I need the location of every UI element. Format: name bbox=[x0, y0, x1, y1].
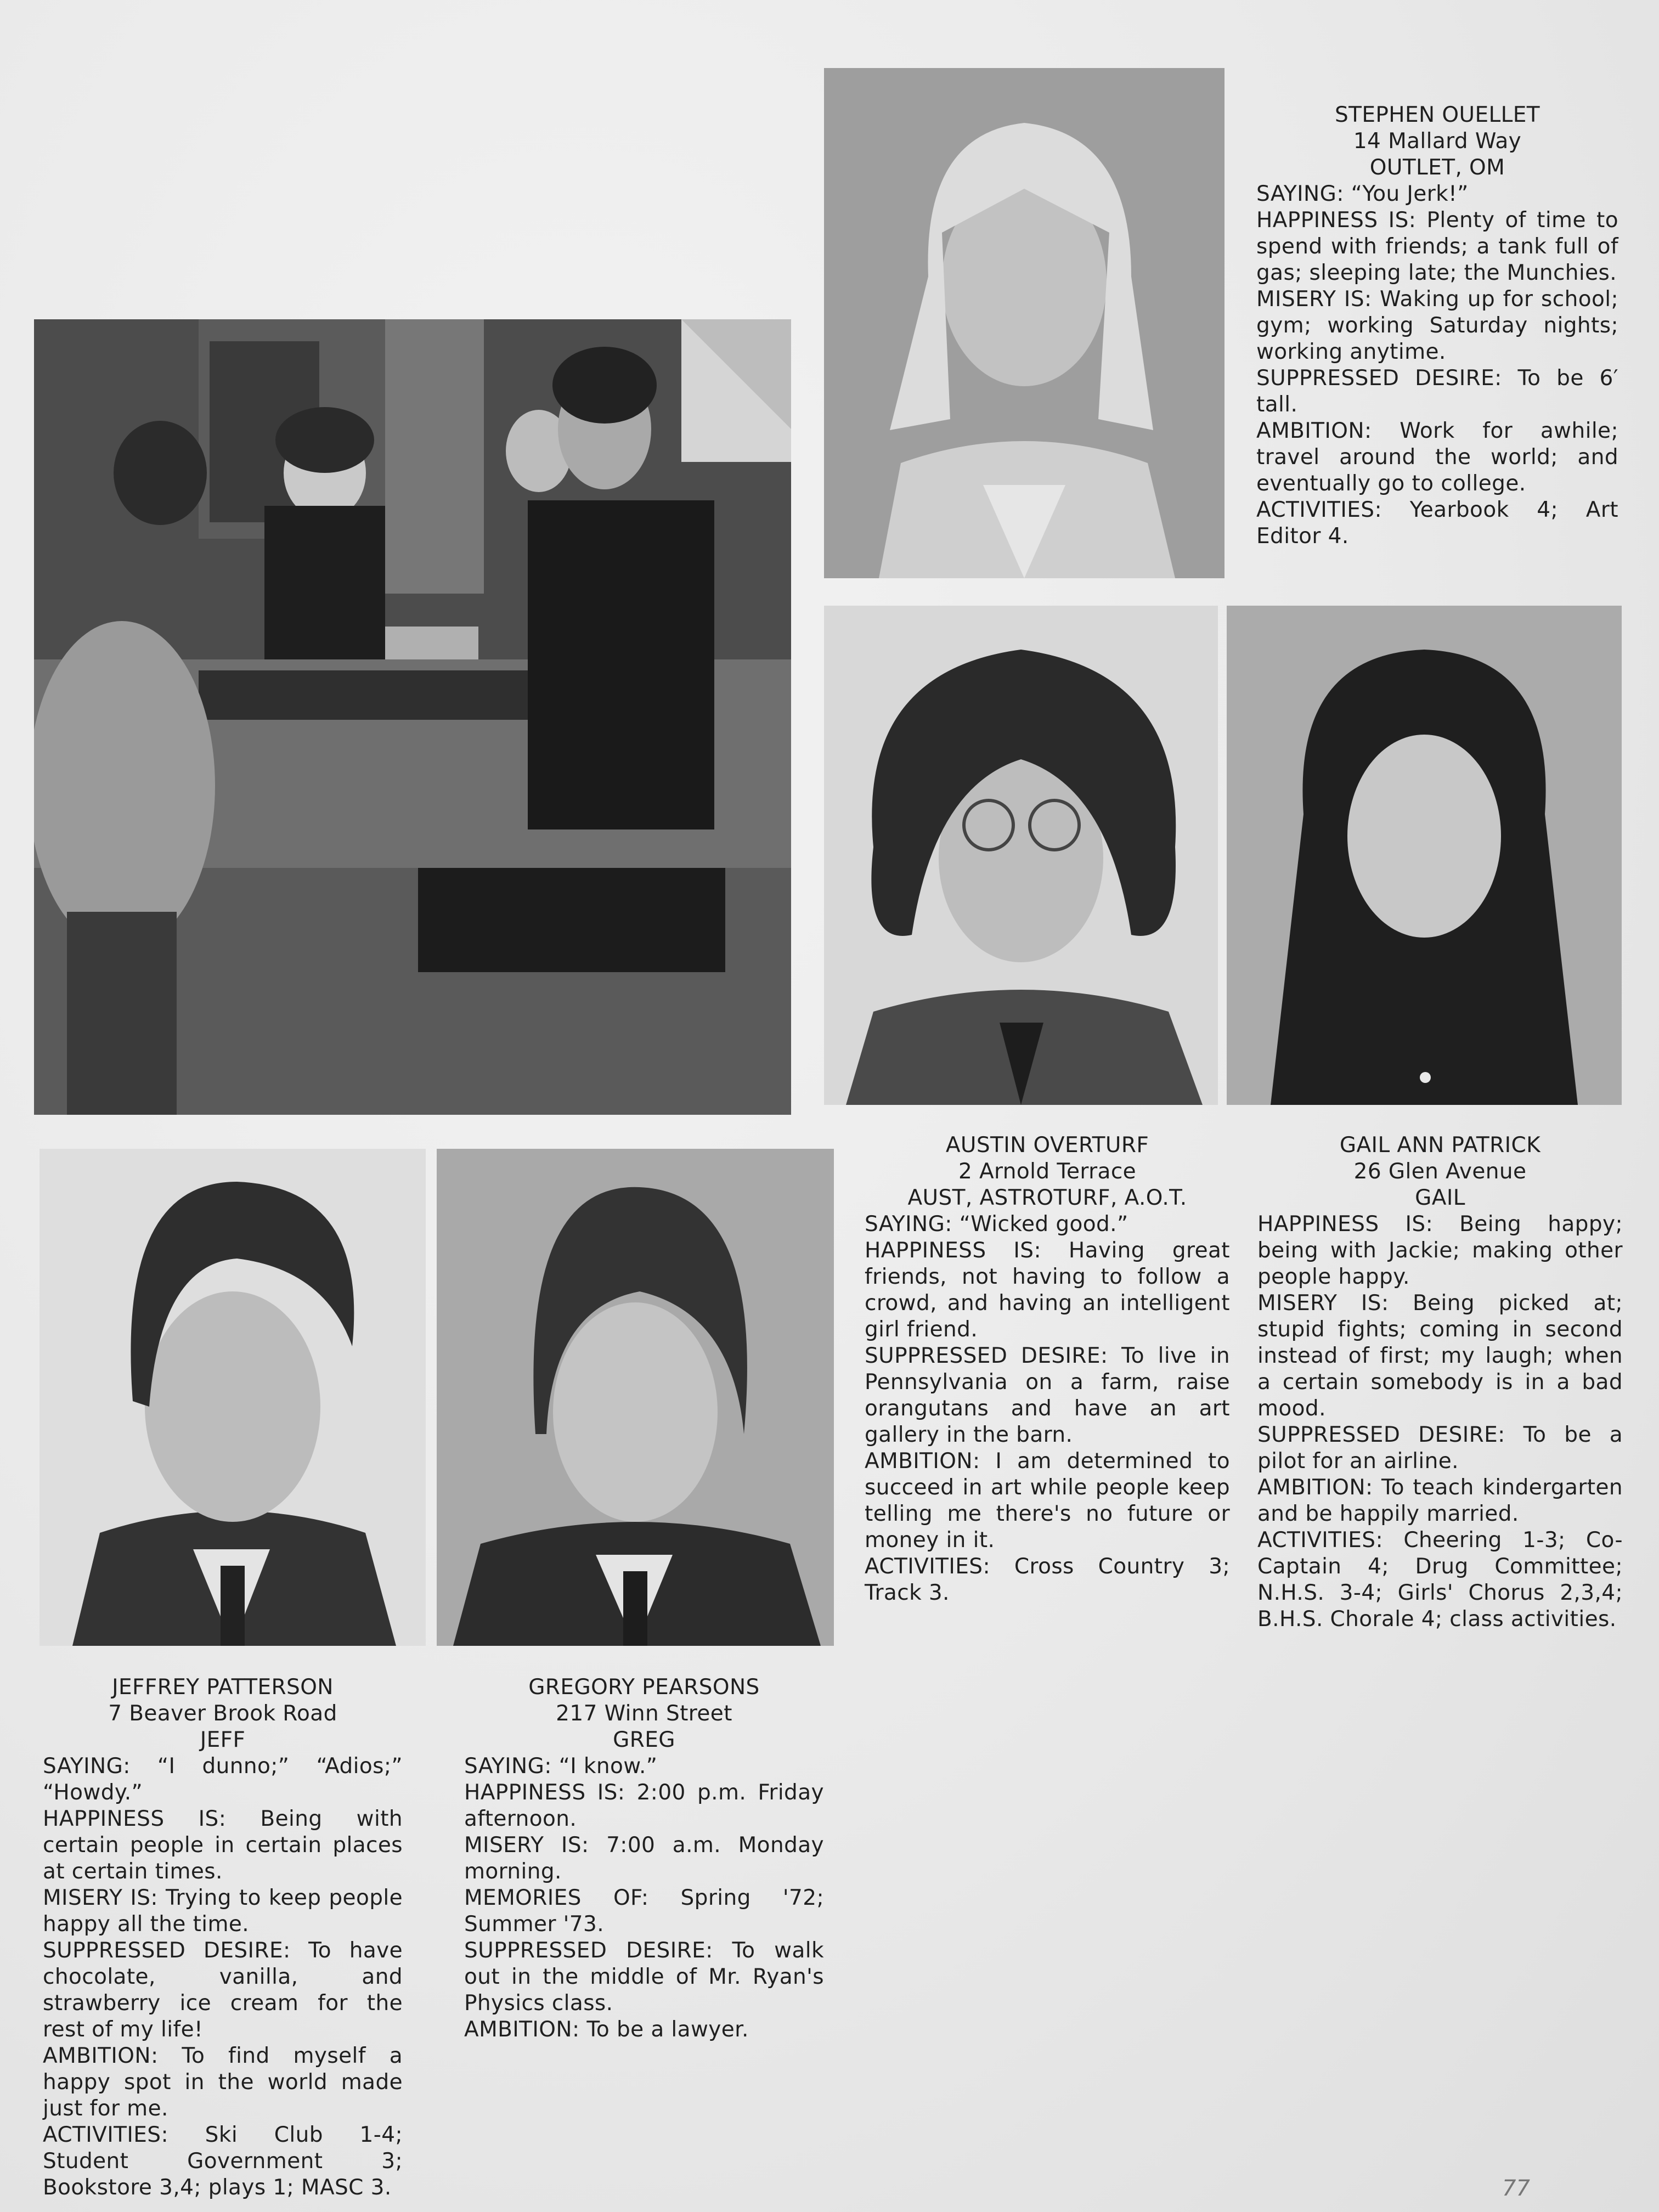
portrait-stephen-ouellet bbox=[824, 68, 1224, 578]
bio-ambition: AMBITION: I am determined to succeed in art while people keep telling me there's no future or money in it. bbox=[865, 1449, 1230, 1553]
bio-saying: SAYING: “Wicked good.” bbox=[865, 1212, 1128, 1237]
bio-suppressed-desire: SUPPRESSED DESIRE: To have chocolate, vanilla, and strawberry ice cream for the rest of my life! bbox=[43, 1938, 403, 2042]
student-nickname: OUTLET, OM bbox=[1369, 155, 1505, 180]
student-address: 26 Glen Avenue bbox=[1353, 1159, 1527, 1184]
student-address: 7 Beaver Brook Road bbox=[108, 1701, 337, 1726]
bio-happiness: HAPPINESS IS: Being happy; being with Jackie; making other people happy. bbox=[1257, 1212, 1623, 1289]
bio-ambition: AMBITION: To teach kindergarten and be happily married. bbox=[1257, 1475, 1623, 1526]
student-name: GREGORY PEARSONS bbox=[528, 1675, 760, 1700]
bio-stephen-ouellet bbox=[1256, 102, 1618, 550]
bio-misery: MISERY IS: Being picked at; stupid fights; coming in second instead of first; my laugh; when a certain somebody is in a bad mood. bbox=[1257, 1291, 1623, 1421]
student-address: 2 Arnold Terrace bbox=[958, 1159, 1137, 1184]
bio-memories: MEMORIES OF: Spring '72; Summer '73. bbox=[464, 1886, 824, 1937]
student-name: STEPHEN OUELLET bbox=[1334, 103, 1541, 127]
student-name: AUSTIN OVERTURF bbox=[945, 1133, 1149, 1158]
bio-activities: ACTIVITIES: Cross Country 3; Track 3. bbox=[865, 1554, 1230, 1605]
bio-ambition: AMBITION: Work for awhile; travel around the world; and eventually go to college. bbox=[1256, 419, 1618, 496]
bio-jeffrey-patterson bbox=[43, 1674, 403, 2201]
student-nickname: AUST, ASTROTURF, A.O.T. bbox=[907, 1186, 1187, 1210]
bio-austin-overturf bbox=[865, 1132, 1230, 1606]
bio-happiness: HAPPINESS IS: Plenty of time to spend with friends; a tank full of gas; sleeping late; the Munchies. bbox=[1256, 208, 1618, 285]
bio-activities: ACTIVITIES: Yearbook 4; Art Editor 4. bbox=[1256, 498, 1618, 549]
bio-gregory-pearsons bbox=[464, 1674, 824, 2043]
portrait-austin-overturf bbox=[824, 606, 1218, 1105]
student-nickname: GREG bbox=[613, 1728, 675, 1752]
page-number: 77 bbox=[1502, 2176, 1530, 2201]
student-name: GAIL ANN PATRICK bbox=[1339, 1133, 1541, 1158]
bio-happiness: HAPPINESS IS: 2:00 p.m. Friday afternoon. bbox=[464, 1780, 824, 1831]
bio-happiness: HAPPINESS IS: Being with certain people in certain places at certain times. bbox=[43, 1807, 403, 1884]
bio-suppressed-desire: SUPPRESSED DESIRE: To walk out in the middle of Mr. Ryan's Physics class. bbox=[464, 1938, 824, 2016]
portrait-jeffrey-patterson bbox=[40, 1149, 426, 1646]
bio-misery: MISERY IS: Trying to keep people happy all the time. bbox=[43, 1886, 403, 1937]
bio-suppressed-desire: SUPPRESSED DESIRE: To live in Pennsylvania on a farm, raise orangutans and have an art gallery in the barn. bbox=[865, 1344, 1230, 1447]
student-nickname: GAIL bbox=[1415, 1186, 1465, 1210]
bio-saying: SAYING: “I know.” bbox=[464, 1754, 658, 1779]
bio-ambition: AMBITION: To be a lawyer. bbox=[464, 2017, 749, 2042]
bio-activities: ACTIVITIES: Cheering 1-3; Co-Captain 4; Drug Committee; N.H.S. 3-4; Girls' Chorus 2,3,4; B.H.S. Chorale 4; class activities. bbox=[1257, 1528, 1623, 1632]
student-address: 14 Mallard Way bbox=[1353, 129, 1522, 154]
student-nickname: JEFF bbox=[200, 1728, 246, 1752]
bio-misery: MISERY IS: 7:00 a.m. Monday morning. bbox=[464, 1833, 824, 1884]
bio-gail-ann-patrick bbox=[1257, 1132, 1623, 1633]
student-name: JEFFREY PATTERSON bbox=[112, 1675, 334, 1700]
bio-activities: ACTIVITIES: Ski Club 1-4; Student Government 3; Bookstore 3,4; plays 1; MASC 3. bbox=[43, 2123, 403, 2200]
bio-suppressed-desire: SUPPRESSED DESIRE: To be 6′ tall. bbox=[1256, 366, 1618, 417]
group-photo bbox=[34, 319, 791, 1115]
portrait-gail-ann-patrick bbox=[1227, 606, 1622, 1105]
bio-misery: MISERY IS: Waking up for school; gym; working Saturday nights; working anytime. bbox=[1256, 287, 1618, 364]
bio-happiness: HAPPINESS IS: Having great friends, not having to follow a crowd, and having an intelligent girl friend. bbox=[865, 1238, 1230, 1342]
bio-saying: SAYING: “I dunno;” “Adios;” “Howdy.” bbox=[43, 1754, 403, 1805]
student-address: 217 Winn Street bbox=[556, 1701, 732, 1726]
bio-suppressed-desire: SUPPRESSED DESIRE: To be a pilot for an airline. bbox=[1257, 1423, 1623, 1474]
portrait-gregory-pearsons bbox=[437, 1149, 834, 1646]
bio-saying: SAYING: “You Jerk!” bbox=[1256, 182, 1469, 206]
bio-ambition: AMBITION: To find myself a happy spot in the world made just for me. bbox=[43, 2044, 403, 2121]
